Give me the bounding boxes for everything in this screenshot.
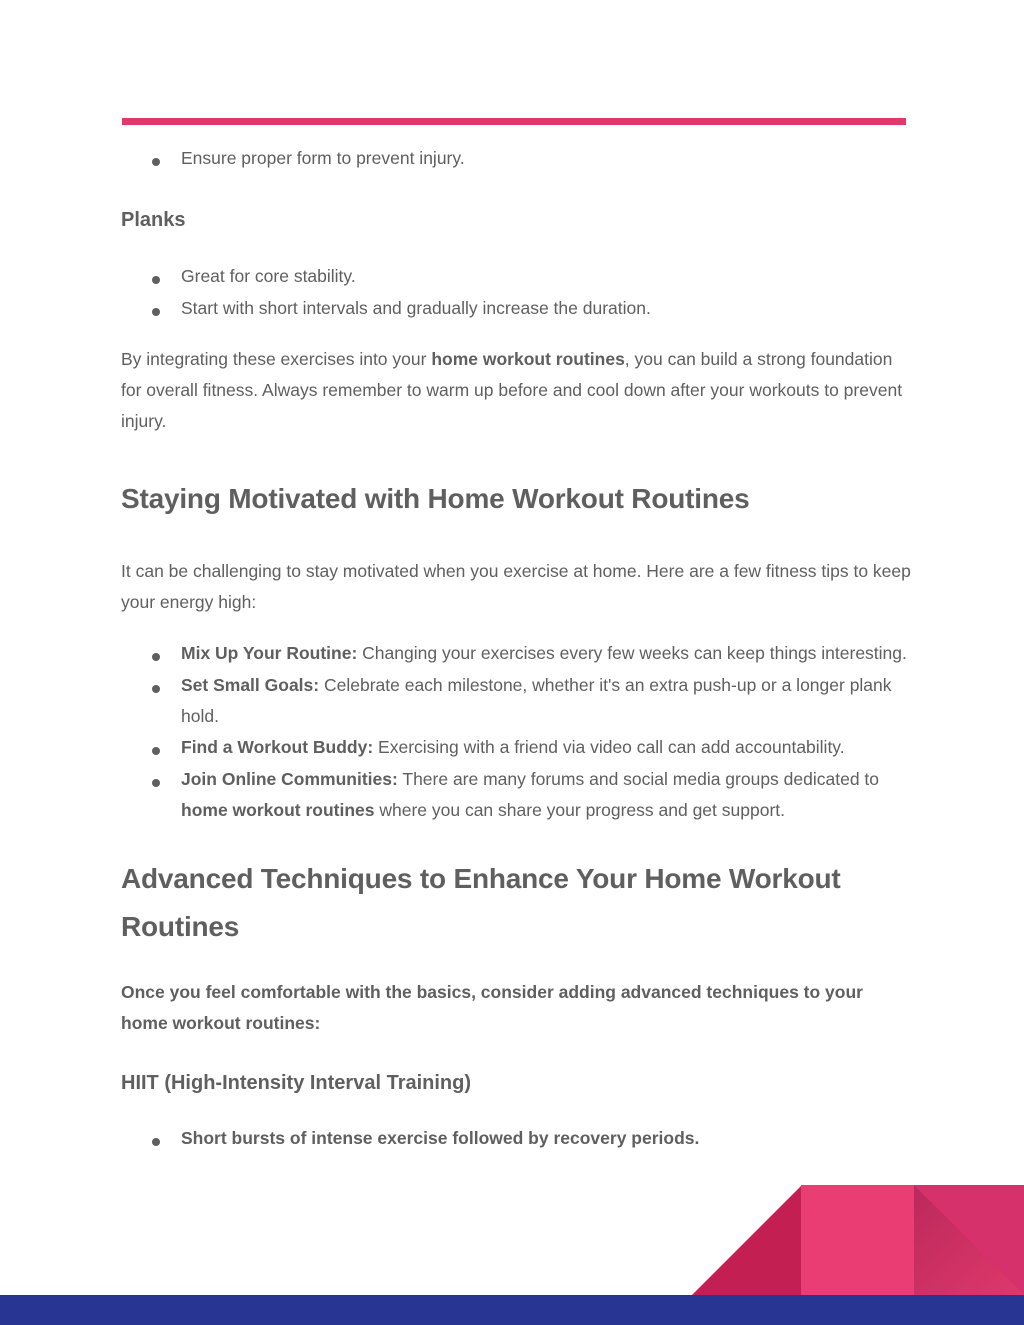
previous-bullet-list — [121, 143, 911, 174]
bold-keyword: home workout routines — [431, 348, 625, 369]
footer-navy-band — [0, 1295, 1024, 1325]
list-item: Great for core stability. — [121, 261, 911, 292]
footer-right-block — [914, 1185, 1024, 1295]
motivation-heading: Staying Motivated with Home Workout Routines — [121, 482, 750, 514]
integration-paragraph: By integrating these exercises into your home workout routines, you can build a strong foundation for overall fitness. Always remember to warm up before and cool down after your workouts to prevent injury. — [121, 348, 903, 432]
motivation-tips-list — [121, 638, 911, 826]
planks-heading: Planks — [121, 209, 186, 232]
list-item: Start with short intervals and gradually increase the duration. — [121, 293, 911, 324]
list-item: Join Online Communities: There are many forums and social media groups dedicated to home workout routines where you can share your progress and get support. — [121, 764, 911, 827]
list-item: Mix Up Your Routine: Changing your exercises every few weeks can keep things interesting. — [121, 638, 911, 669]
motivation-intro: It can be challenging to stay motivated when you exercise at home. Here are a few fitness tips to keep your energy high: — [121, 560, 911, 613]
list-item: Find a Workout Buddy: Exercising with a friend via video call can add accountability. — [121, 732, 911, 763]
footer-right-shade — [914, 1185, 1024, 1295]
top-accent-rule — [122, 118, 906, 125]
hiit-bullet-list — [121, 1123, 911, 1154]
list-item: Short bursts of intense exercise followed by recovery periods. — [121, 1123, 911, 1154]
hiit-heading: HIIT (High-Intensity Interval Training) — [121, 1071, 472, 1094]
footer-pink-block — [801, 1185, 915, 1295]
advanced-heading: Advanced Techniques to Enhance Your Home Workout Routines — [121, 863, 841, 943]
list-item: Set Small Goals: Celebrate each milestone, whether it's an extra push-up or a longer plank hold. — [121, 670, 911, 733]
advanced-intro: Once you feel comfortable with the basics, consider adding advanced techniques to your home workout routines: — [121, 982, 863, 1034]
document-body — [121, 138, 911, 1154]
footer-triangle-dark — [692, 1185, 802, 1295]
planks-bullet-list — [121, 261, 911, 324]
list-item: Ensure proper form to prevent injury. — [121, 143, 911, 174]
